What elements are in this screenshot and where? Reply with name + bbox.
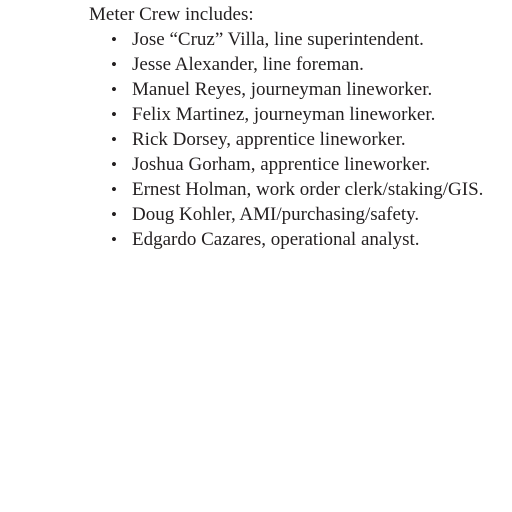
bullet-icon: • [111,180,117,199]
list-item [89,202,512,227]
list-item [89,127,512,152]
bullet-icon: • [111,80,117,99]
list-item [89,152,512,177]
crew-member-text: Ernest Holman, work order clerk/staking/GIS. [132,179,484,200]
bullet-icon: • [111,205,117,224]
bullet-icon: • [111,230,117,249]
crew-member-text: Rick Dorsey, apprentice lineworker. [132,129,406,150]
crew-member-text: Jesse Alexander, line foreman. [132,54,364,75]
crew-list [89,27,512,252]
crew-member-text: Edgardo Cazares, operational analyst. [132,229,420,250]
bullet-icon: • [111,105,117,124]
list-item [89,177,512,202]
crew-member-text: Doug Kohler, AMI/purchasing/safety. [132,204,420,225]
list-item [89,102,512,127]
bullet-icon: • [111,155,117,174]
bullet-icon: • [111,55,117,74]
document-body [89,3,512,252]
list-item [89,27,512,52]
bullet-icon: • [111,30,117,49]
crew-intro-text: Meter Crew includes: [89,4,254,25]
list-item [89,77,512,102]
list-item [89,227,512,252]
crew-member-text: Jose “Cruz” Villa, line superintendent. [132,29,424,50]
crew-member-text: Manuel Reyes, journeyman lineworker. [132,79,433,100]
crew-member-text: Felix Martinez, journeyman lineworker. [132,104,436,125]
bullet-icon: • [111,130,117,149]
list-item [89,52,512,77]
crew-member-text: Joshua Gorham, apprentice lineworker. [132,154,431,175]
